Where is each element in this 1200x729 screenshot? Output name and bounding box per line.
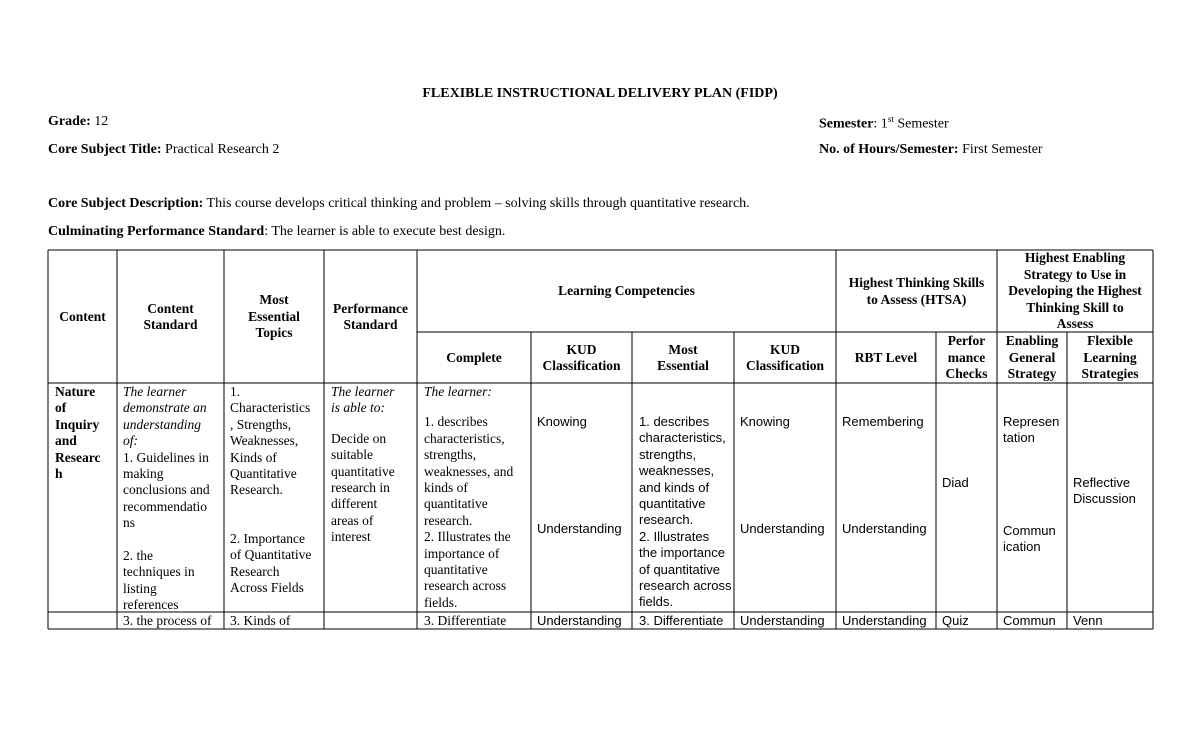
row2-rbt: Understanding <box>842 613 927 628</box>
cell-rbt-understanding: Understanding <box>842 521 927 536</box>
semester-superscript: st <box>887 114 894 124</box>
performance-standard-text: Decide on suitable quantitative research in different areas of interest <box>331 430 395 545</box>
content-standard-intro: The learner demonstrate an understanding of: <box>123 384 207 449</box>
header-performance-standard: Performance Standard <box>333 300 408 332</box>
grade-value: 12 <box>90 114 109 129</box>
row2-most-essential: 3. Differentiate <box>639 613 724 628</box>
subject-title-label: Core Subject Title: <box>48 142 162 157</box>
cell-kud1-understanding: Understanding <box>537 521 622 536</box>
header-learning-competencies: Learning Competencies <box>558 283 695 299</box>
performance-standard-intro: The learner is able to: <box>331 384 395 416</box>
semester-suffix: Semester <box>893 116 949 132</box>
cell-kud1-knowing: Knowing <box>537 414 587 429</box>
cell-enabling-representation: Represen tation <box>1003 414 1060 446</box>
cell-complete <box>424 384 513 611</box>
culminating-label: Culminating Performance Standard <box>48 224 265 239</box>
complete-text: 1. describes characteristics, strengths, weaknesses, and kinds of quantitative research. 2. Illustrates the importance of quantitative research across fields. <box>424 414 514 610</box>
row2-flexible: Venn <box>1073 613 1103 628</box>
cell-flexible-strategy: Reflective Discussion <box>1073 475 1136 507</box>
cell-met-1: 1. Characteristics , Strengths, Weaknesses, Kinds of Quantitative Research. <box>230 384 311 498</box>
cell-rbt-remembering: Remembering <box>842 414 924 429</box>
cell-performance-check: Diad <box>942 475 969 490</box>
hours-value: First Semester <box>958 142 1043 157</box>
complete-intro: The learner: <box>424 384 492 399</box>
header-rbt-level: RBT Level <box>854 349 918 365</box>
description-value: This course develops critical thinking and problem – solving skills through quantitative research. <box>203 196 750 211</box>
semester-value: : 1 <box>873 116 888 132</box>
semester-label: Semester <box>819 116 874 132</box>
grade-label: Grade: <box>48 114 91 129</box>
subject-title-line <box>48 142 279 158</box>
cell-content: Nature of Inquiry and Researc h <box>55 384 101 482</box>
culminating-value: : The learner is able to execute best design. <box>264 224 506 239</box>
header-most-essential-topics: Most Essential Topics <box>248 292 300 341</box>
row2-kud1: Understanding <box>537 613 622 628</box>
cell-enabling-communication: Commun ication <box>1003 523 1056 555</box>
description-label: Core Subject Description: <box>48 196 204 211</box>
cell-kud2-knowing: Knowing <box>740 414 790 429</box>
row2-complete: 3. Differentiate <box>424 613 507 628</box>
grade-line <box>48 114 108 130</box>
page-title: FLEXIBLE INSTRUCTIONAL DELIVERY PLAN (FIDP) <box>422 86 778 101</box>
culminating-line <box>48 224 505 240</box>
row2-met: 3. Kinds of <box>230 613 291 628</box>
cell-most-essential: 1. describes characteristics, strengths, weaknesses, and kinds of quantitative research. 2. Illustrates the importance of quantitative research across fields. <box>639 414 732 610</box>
header-performance-checks: Perfor mance Checks <box>945 333 988 382</box>
header-htsa: Highest Thinking Skills to Assess (HTSA) <box>848 275 985 307</box>
header-kud-classification-2: KUD Classification <box>745 341 824 373</box>
cell-met-2: 2. Importance of Quantitative Research Across Fields <box>230 531 312 596</box>
hours-label: No. of Hours/Semester: <box>819 142 959 157</box>
semester-line <box>819 114 949 133</box>
description-line <box>48 196 750 212</box>
row2-content-standard: 3. the process of <box>123 613 212 628</box>
cell-content-standard <box>123 384 210 614</box>
header-most-essential: Most Essential <box>657 341 709 373</box>
header-enabling-general-strategy: Enabling General Strategy <box>1005 333 1059 382</box>
header-content: Content <box>59 308 106 324</box>
row2-enabling: Commun <box>1003 613 1056 628</box>
hours-line <box>819 142 1043 158</box>
row2-performance-check: Quiz <box>942 613 969 628</box>
subject-title-value: Practical Research 2 <box>161 142 280 157</box>
cell-kud2-understanding: Understanding <box>740 521 825 536</box>
row2-kud2: Understanding <box>740 613 825 628</box>
header-flexible-learning-strategies: Flexible Learning Strategies <box>1081 333 1139 382</box>
header-highest-enabling-strategy: Highest Enabling Strategy to Use in Developing the Highest Thinking Skill to Assess <box>1008 250 1142 332</box>
cell-performance-standard <box>331 384 395 546</box>
header-complete: Complete <box>446 349 502 365</box>
content-standard-items: 1. Guidelines in making conclusions and recommendatio ns 2. the techniques in listing references <box>123 449 210 613</box>
header-kud-classification-1: KUD Classification <box>542 341 621 373</box>
header-content-standard: Content Standard <box>143 300 198 332</box>
